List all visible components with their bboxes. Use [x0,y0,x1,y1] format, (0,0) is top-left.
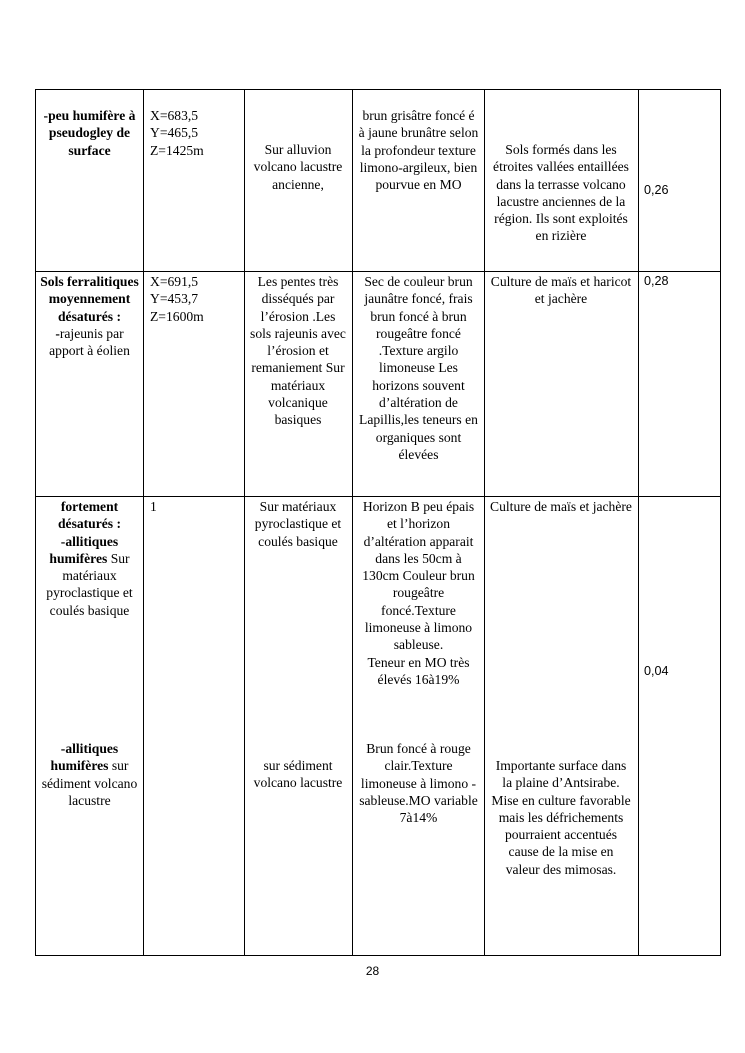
table-row-1-parent-material: Sur alluvion volcano lacustre ancienne, [253,142,343,192]
table-row-3-value: 0,04 [644,664,669,678]
table-row-3-description-b: Brun foncé à rouge clair.Texture limoneuse à limono -sableuse.MO variable 7à14% [359,741,478,826]
table-row-2-coordinates: X=691,5 Y=453,7 Z=1600m [150,274,204,324]
table-border-top [35,89,721,90]
column-divider [143,89,144,956]
column-divider [638,89,639,956]
table-row-3-soil-type-b: -allitiques humifères sur sédiment volcano lacustre [41,741,138,808]
column-divider [244,89,245,956]
table-row-1-land-use: Sols formés dans les étroites vallées entaillées dans la terrasse volcano lacustre anciennes de la région. Ils sont exploités en rizière [493,142,629,244]
table-row-2-land-use: Culture de maïs et haricot et jachère [490,274,632,307]
table-row-1-soil-type: -peu humifère à pseudogley de surface [43,108,136,158]
table-row-3-parent-material-b: sur sédiment volcano lacustre [253,758,343,791]
table-row-2-parent-material: Les pentes très disséqués par l’érosion .Les sols rajeunis avec l’érosion et remaniement Sur matériaux volcanique basiques [250,274,346,428]
table-row-3-parent-material-a: Sur matériaux pyroclastique et coulés basique [254,499,342,549]
table-row-3-land-use-b: Importante surface dans la plaine d’Antsirabe. Mise en culture favorable mais les défrichements pourraient accentués cause de la mise en valeur des mimosas. [491,758,631,877]
table-row-1-description: brun grisâtre foncé é à jaune brunâtre selon la profondeur texture limono-argileux, bien pourvue en MO [358,108,479,193]
table-row-2-soil-type: Sols ferralitiques moyennement désaturés : -rajeunis par apport à éolien [40,274,139,359]
table-row-2-value: 0,28 [644,274,669,288]
page-number: 28 [365,964,380,978]
row-divider [35,271,721,272]
table-row-3-description-a: Horizon B peu épais et l’horizon d’altération apparait dans les 50cm à 130cm Couleur brun rougeâtre foncé.Texture limoneuse à limono sableuse. Teneur en MO très élevés 16à19% [362,499,475,687]
column-divider [352,89,353,956]
table-border-left [35,89,36,956]
table-border-bottom [35,955,721,956]
table-row-1-coordinates: X=683,5 Y=465,5 Z=1425m [150,108,204,158]
table-row-2-description: Sec de couleur brun jaunâtre foncé, frais brun foncé à brun rougeâtre foncé .Texture argilo limoneuse Les horizons souvent d’altération de Lapillis,les teneurs en organiques sont élevées [359,274,478,462]
row-divider [35,496,721,497]
table-row-3-soil-type-a: fortement désaturés : -allitiques humifères Sur matériaux pyroclastique et coulés basique [46,499,133,618]
table-border-right [720,89,721,956]
table-row-1-value: 0,26 [644,183,669,197]
column-divider [484,89,485,956]
table-row-3-coordinates: 1 [150,499,157,514]
table-row-3-land-use-a: Culture de maïs et jachère [490,499,632,514]
